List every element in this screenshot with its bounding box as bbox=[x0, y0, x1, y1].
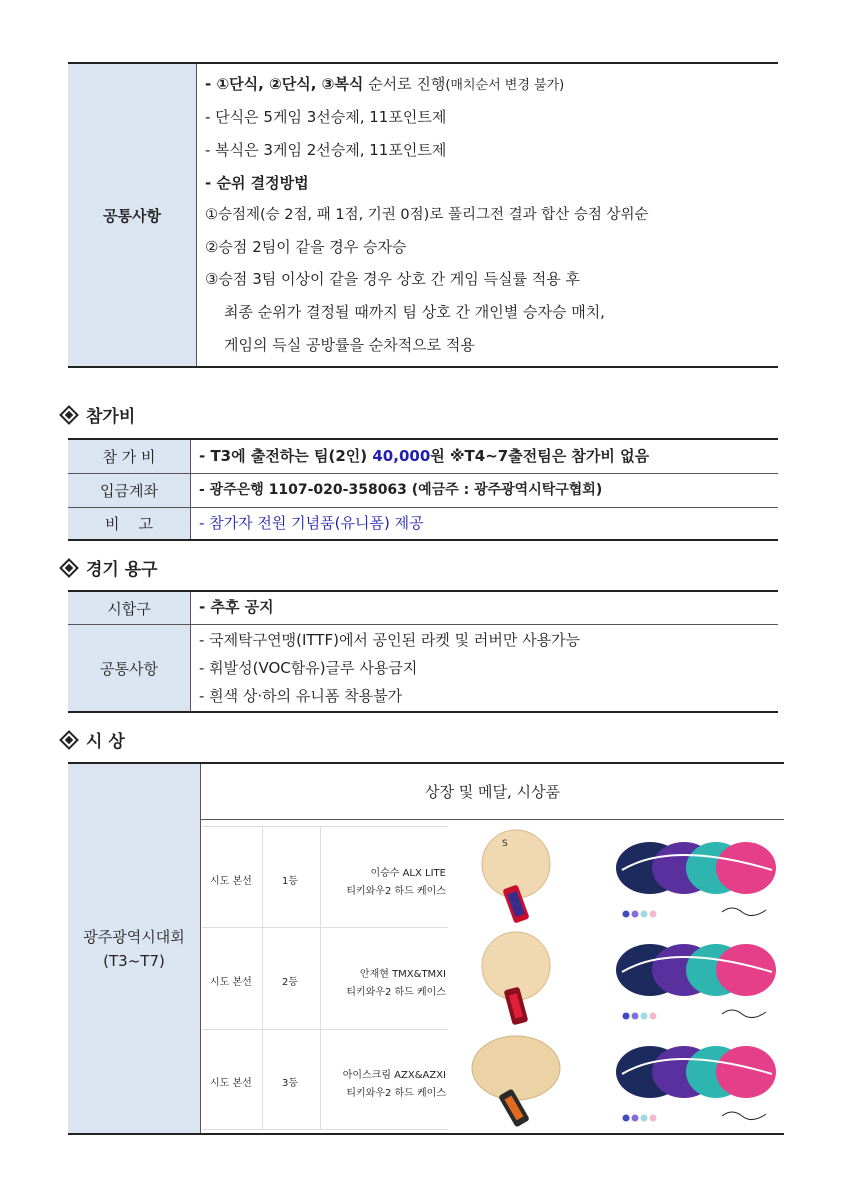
prize-table bbox=[202, 826, 782, 1130]
prize-rank-2: 2등 bbox=[282, 977, 299, 988]
diamond-icon bbox=[62, 733, 76, 747]
common-label: 공통사항 bbox=[103, 207, 161, 225]
fee-label-1: 참 가 비 bbox=[102, 448, 156, 466]
fee-value-1 bbox=[199, 449, 649, 464]
common-line-1-bold: - ①단식, ②단식, ③복식 bbox=[205, 75, 364, 93]
fee-divider bbox=[190, 440, 191, 540]
awards-heading bbox=[62, 727, 125, 752]
prize-item2-3: 티키와우2 하드 케이스 bbox=[346, 1088, 446, 1099]
common-line-6: ②승점 2팀이 같을 경우 승자승 bbox=[205, 238, 407, 256]
common-line-7: ③승점 3팀 이상이 같을 경우 상호 간 게임 득실률 적용 후 bbox=[205, 270, 580, 288]
prize-division-3: 시도 본선 bbox=[210, 1078, 252, 1089]
prize-item2-2: 티키와우2 하드 케이스 bbox=[346, 987, 446, 998]
fee-heading bbox=[62, 402, 135, 427]
awards-heading-text: 시 상 bbox=[86, 732, 125, 752]
fee-label-cell-1 bbox=[68, 440, 190, 473]
prize-division-2: 시도 본선 bbox=[210, 977, 252, 988]
fee-label-cell-2 bbox=[68, 474, 190, 507]
awards-left-label: 광주광역시대회 bbox=[83, 928, 185, 946]
diamond-icon bbox=[62, 408, 76, 422]
equip-line-1: - 국제탁구연맹(ITTF)에서 공인된 라켓 및 러버만 사용가능 bbox=[199, 631, 581, 649]
common-line-9: 게임의 득실 공방률을 순차적으로 적용 bbox=[224, 336, 475, 354]
case-image-3 bbox=[612, 1034, 780, 1126]
equip-value-1: - 추후 공지 bbox=[199, 598, 274, 616]
equip-divider bbox=[190, 592, 191, 711]
common-label-cell bbox=[68, 64, 196, 367]
awards-header bbox=[201, 764, 784, 819]
fee-value-3: - 참가자 전원 기념품(유니폼) 제공 bbox=[199, 514, 424, 532]
fee-amount: 40,000 bbox=[372, 447, 431, 465]
prize-division-1: 시도 본선 bbox=[210, 876, 252, 887]
equipment-heading bbox=[62, 555, 158, 580]
awards-bottom-border bbox=[68, 1133, 784, 1135]
diamond-icon bbox=[62, 561, 76, 575]
fee-label-2: 입금계좌 bbox=[100, 482, 158, 500]
equip-line-2: - 휘발성(VOC함유)글루 사용금지 bbox=[199, 659, 418, 677]
case-image-1 bbox=[612, 830, 780, 922]
equip-label-1: 시합구 bbox=[107, 599, 151, 618]
fee-bottom-border bbox=[68, 539, 778, 541]
equip-bottom-border bbox=[68, 711, 778, 713]
racket-image-1 bbox=[472, 826, 562, 926]
common-line-1 bbox=[205, 77, 564, 92]
common-line-3: - 복식은 3게임 2선승제, 11포인트제 bbox=[205, 141, 447, 159]
equip-line-3: - 흰색 상·하의 유니폼 착용불가 bbox=[199, 687, 403, 705]
fee-label-cell-3 bbox=[68, 508, 190, 539]
awards-header-text: 상장 및 메달, 시상품 bbox=[425, 783, 560, 801]
fee-label-3: 비 고 bbox=[104, 515, 154, 533]
common-line-1-text: 순서로 진행 bbox=[363, 75, 446, 93]
racket-image-2 bbox=[472, 928, 562, 1028]
case-image-2 bbox=[612, 932, 780, 1024]
fee-value-1c: 원 ※T4~7출전팀은 참가비 없음 bbox=[430, 447, 650, 465]
svg-text:S: S bbox=[502, 839, 508, 849]
equip-label-cell-1 bbox=[68, 592, 190, 624]
fee-heading-text: 참가비 bbox=[86, 407, 136, 427]
awards-header-line bbox=[201, 819, 784, 820]
equipment-heading-text: 경기 용구 bbox=[86, 560, 158, 580]
common-line-4: - 순위 결정방법 bbox=[205, 174, 309, 192]
common-divider bbox=[196, 64, 197, 367]
common-line-2: - 단식은 5게임 3선승제, 11포인트제 bbox=[205, 108, 447, 126]
prize-item1-2: 안재현 TMX&TMXI bbox=[359, 969, 446, 980]
prize-rank-1: 1등 bbox=[282, 876, 299, 887]
equip-label-cell-2 bbox=[68, 625, 190, 711]
prize-item1-1: 이승수 ALX LITE bbox=[370, 868, 446, 879]
common-line-5: ①승점제(승 2점, 패 1점, 기권 0점)로 풀리그전 결과 합산 승점 상위순 bbox=[205, 207, 649, 223]
common-line-8: 최종 순위가 결정될 때까지 팀 상호 간 개인별 승자승 매치, bbox=[224, 303, 605, 321]
awards-left-sub: (T3~T7) bbox=[103, 952, 165, 970]
equip-label-2: 공통사항 bbox=[100, 659, 158, 678]
table-bottom-border bbox=[68, 366, 778, 368]
racket-image-3 bbox=[462, 1030, 572, 1130]
awards-label-cell bbox=[68, 764, 200, 1134]
prize-item2-1: 티키와우2 하드 케이스 bbox=[346, 886, 446, 897]
fee-value-1a: - T3에 출전하는 팀(2인) bbox=[199, 447, 373, 465]
fee-value-2: - 광주은행 1107-020-358063 (예금주 : 광주광역시탁구협회) bbox=[199, 482, 603, 498]
prize-rank-3: 3등 bbox=[282, 1078, 299, 1089]
common-line-1-note: (매치순서 변경 불가) bbox=[445, 78, 565, 93]
prize-item1-3: 아이스크림 AZX&AZXI bbox=[342, 1070, 446, 1081]
